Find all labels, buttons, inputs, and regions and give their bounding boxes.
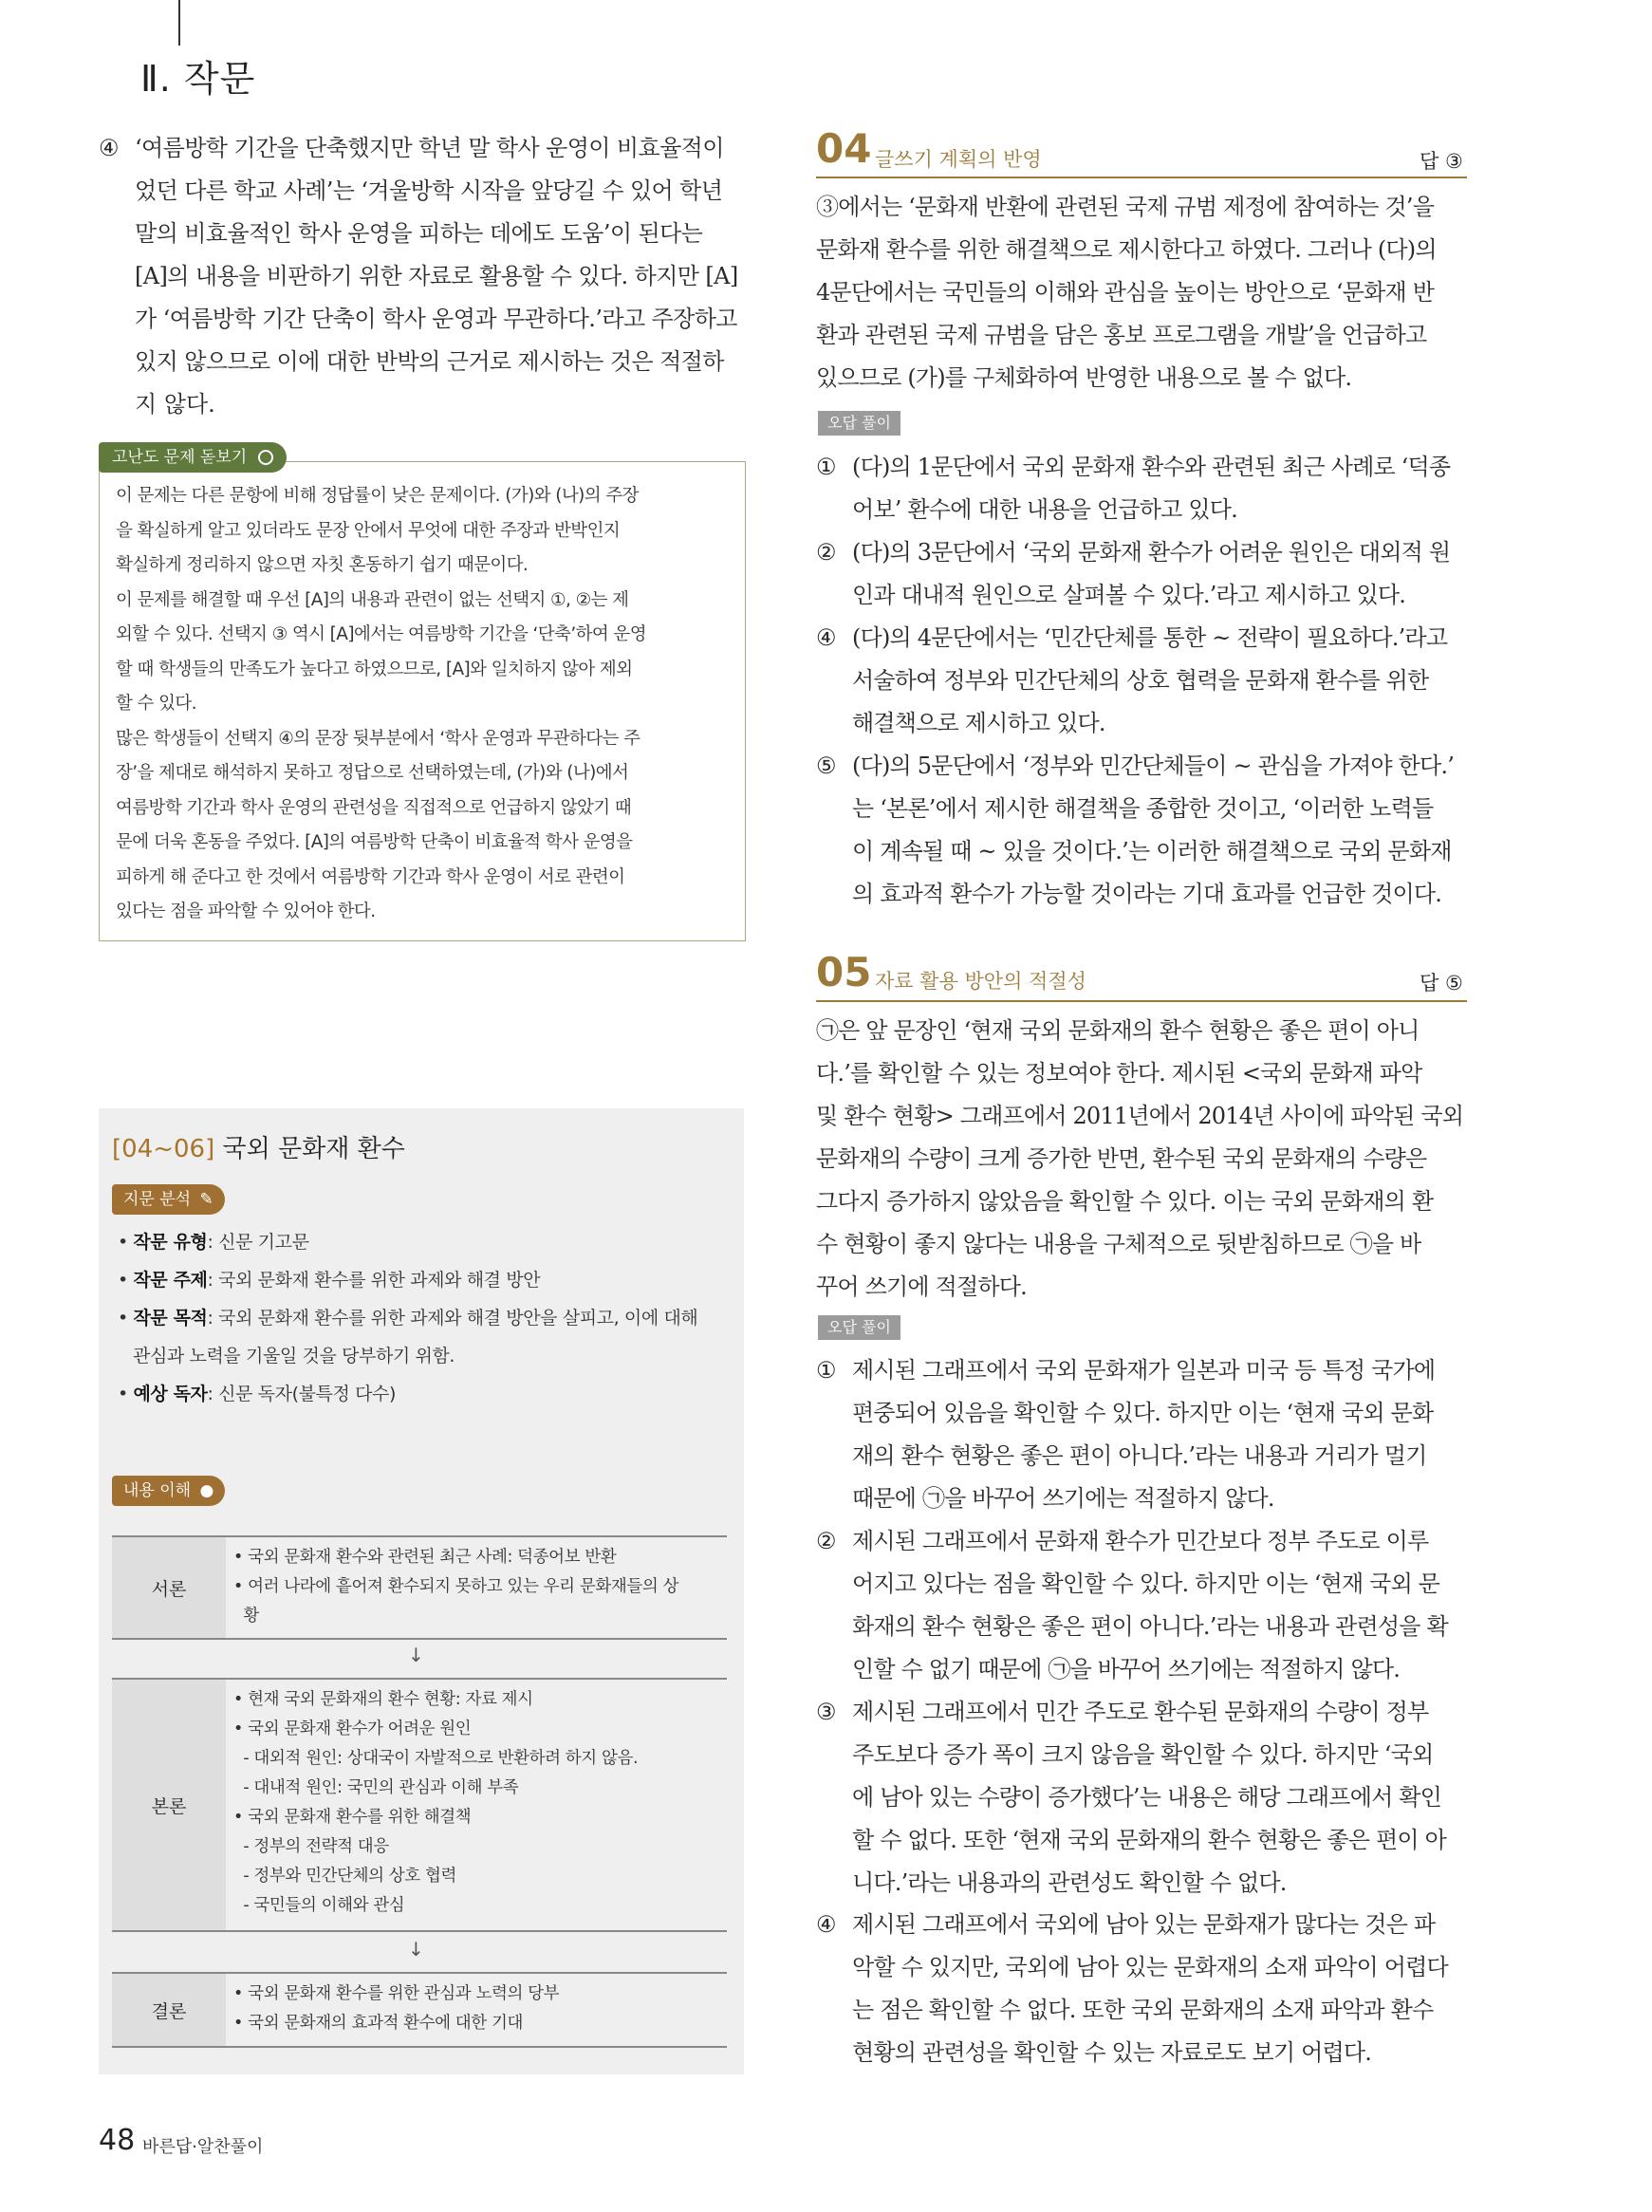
question-answer: 답 ③ — [1420, 150, 1463, 173]
text-line: (다)의 3문단에서 ‘국외 문화재 환수가 어려운 원인은 대외적 원 — [852, 539, 1451, 566]
text-line: 많은 학생들이 선택지 ④의 문장 뒷부분에서 ‘학사 운영과 무관하다는 주 — [116, 728, 640, 749]
text-line: [A]의 내용을 비판하기 위한 자료로 활용할 수 있다. 하지만 [A] — [135, 263, 738, 289]
text-line: 악할 수 있지만, 국외에 남아 있는 문화재의 소재 파악이 어렵다 — [852, 1954, 1448, 1980]
answer-explanation — [816, 186, 1471, 400]
text-line: 및 환수 현황> 그래프에서 2011년에서 2014년 사이에 파악된 국외 — [816, 1103, 1464, 1129]
question-title: 글쓰기 계획의 반영 — [875, 148, 1042, 171]
analysis-value: : 국외 문화재 환수를 위한 과제와 해결 방안 — [207, 1270, 541, 1291]
table-row-conclusion — [112, 1972, 727, 2048]
text-line: 현황의 관련성을 확인할 수 있는 자료로도 보기 어렵다. — [852, 2039, 1372, 2066]
row-label: 서론 — [112, 1537, 226, 1638]
question-answer: 답 ⑤ — [1420, 972, 1463, 994]
text-line: 할 수 있다. — [116, 694, 196, 714]
text-line: 제시된 그래프에서 국외에 남아 있는 문화재가 많다는 것은 파 — [852, 1911, 1436, 1938]
text-line: 그다지 증가하지 않았음을 확인할 수 있다. 이는 국외 문화재의 환 — [816, 1188, 1434, 1215]
text-line: 있지 않으므로 이에 대한 반박의 근거로 제시하는 것은 적절하 — [135, 348, 724, 375]
text-line: 주도보다 증가 폭이 크지 않음을 확인할 수 있다. 하지만 ‘국외 — [852, 1741, 1434, 1768]
text-line: - 정부의 전략적 대응 — [233, 1837, 389, 1856]
item-body — [852, 745, 1471, 916]
text-line: • 현재 국외 문화재의 환수 현황: 자료 제시 — [233, 1690, 533, 1709]
text-line: 이 문제는 다른 문항에 비해 정답률이 낮은 문제이다. (가)와 (나)의 주장 — [116, 486, 639, 506]
item-number: ② — [816, 539, 837, 566]
row-label: 결론 — [112, 1974, 226, 2046]
row-label: 본론 — [112, 1680, 226, 1930]
difficulty-badge — [99, 442, 287, 473]
text-line: 이 계속될 때 ~ 있을 것이다.’는 이러한 해결책으로 국외 문화재 — [852, 838, 1452, 864]
text-line: 어보’ 환수에 대한 내용을 언급하고 있다. — [852, 496, 1237, 523]
text-line: (다)의 1문단에서 국외 문화재 환수와 관련된 최근 사례로 ‘덕종 — [852, 454, 1451, 480]
panel-title — [112, 1129, 405, 1164]
text-line: 꾸어 쓰기에 적절하다. — [816, 1273, 1027, 1300]
text-line: 외할 수 있다. 선택지 ③ 역시 [A]에서는 여름방학 기간을 ‘단축’하여 운영 — [116, 624, 646, 644]
text-line: 지 않다. — [135, 391, 215, 418]
text-line: 을 확실하게 알고 있더라도 문장 안에서 무엇에 대한 주장과 반박인지 — [116, 520, 621, 541]
text-line: 제시된 그래프에서 국외 문화재가 일본과 미국 등 특정 국가에 — [852, 1357, 1436, 1384]
item-number: ④ — [816, 624, 837, 651]
text-line: 제시된 그래프에서 문화재 환수가 민간보다 정부 주도로 이루 — [852, 1528, 1429, 1554]
item-body — [852, 1349, 1471, 1520]
down-arrow-icon: ↓ — [408, 1644, 424, 1666]
text-line: 다.’를 확인할 수 있는 정보여야 한다. 제시된 <국외 문화재 파악 — [816, 1060, 1422, 1087]
text-line: • 국외 문화재 환수를 위한 관심과 노력의 당부 — [233, 1984, 560, 2003]
text-line: - 대내적 원인: 국민의 관심과 이해 부족 — [233, 1778, 519, 1797]
answer-explanation — [816, 1010, 1471, 1309]
text-line: 문에 더욱 혼동을 주었다. [A]의 여름방학 단축이 비효율적 학사 운영을 — [116, 832, 633, 852]
item-number: ① — [816, 1357, 837, 1384]
item-body — [852, 1904, 1471, 2074]
text-line: ③에서는 ‘문화재 반환에 관련된 국제 규범 제정에 참여하는 것’을 — [816, 194, 1435, 220]
panel-code: [04~06] — [112, 1135, 215, 1163]
text-line: 4문단에서는 국민들의 이해와 관심을 높이는 방안으로 ‘문화재 반 — [816, 279, 1435, 306]
text-line: 는 점은 확인할 수 없다. 또한 국외 문화재의 소재 파악과 환수 — [852, 1997, 1434, 2023]
text-line: 문화재 환수를 위한 해결책으로 제시한다고 하였다. 그러나 (다)의 — [816, 236, 1437, 263]
text-line: 제시된 그래프에서 민간 주도로 환수된 문화재의 수량이 정부 — [852, 1699, 1429, 1725]
text-line: • 국외 문화재 환수와 관련된 최근 사례: 덕종어보 반환 — [233, 1548, 617, 1567]
difficulty-text — [116, 479, 729, 930]
text-line: 있다는 점을 파악할 수 있어야 한다. — [116, 902, 376, 921]
text-line: - 대외적 원인: 상대국이 자발적으로 반환하려 하지 않음. — [233, 1749, 639, 1768]
analysis-line: • 작문 주제: 국외 문화재 환수를 위한 과제와 해결 방안 — [118, 1270, 541, 1291]
question-number: 05 — [816, 949, 872, 995]
text-line: 니다.’라는 내용과의 관련성도 확인할 수 없다. — [852, 1869, 1287, 1896]
lightbulb-icon: ● — [199, 1481, 214, 1500]
text-line: 편중되어 있음을 확인할 수 있다. 하지만 이는 ‘현재 국외 문화 — [852, 1400, 1434, 1426]
analysis-line: • 작문 유형: 신문 기고문 — [118, 1232, 309, 1253]
table-row-body — [112, 1678, 727, 1932]
item-number: ② — [816, 1528, 837, 1554]
text-line: (다)의 4문단에서는 ‘민간단체를 통한 ~ 전략이 필요하다.’라고 — [852, 624, 1448, 651]
section-title: Ⅱ. 작문 — [140, 58, 256, 100]
text-line: 이 문제를 해결할 때 우선 [A]의 내용과 관련이 없는 선택지 ①, ②는 제 — [116, 589, 629, 610]
text-line: 피하게 해 준다고 한 것에서 여름방학 기간과 학사 운영이 서로 관련이 — [116, 866, 625, 887]
text-line: 확실하게 정리하지 않으면 자칫 혼동하기 쉽기 때문이다. — [116, 555, 529, 575]
item-number: ① — [816, 454, 837, 480]
item-body — [852, 617, 1471, 745]
page-number: 48 — [99, 2124, 136, 2157]
text-line: 서술하여 정부와 민간단체의 상호 협력을 문화재 환수를 위한 — [852, 667, 1429, 694]
analysis-line: • 작문 목적: 국외 문화재 환수를 위한 과제와 해결 방안을 살피고, 이에 대해 — [118, 1308, 698, 1329]
panel-title-text: 국외 문화재 환수 — [222, 1135, 405, 1163]
text-line: 때문에 ㉠을 바꾸어 쓰기에는 적절하지 않다. — [852, 1485, 1274, 1512]
item-number: ④ — [99, 135, 120, 161]
difficulty-badge-label: 고난도 문제 돋보기 — [112, 448, 248, 467]
text-line: 장’을 제대로 해석하지 못하고 정답으로 선택하였는데, (가)와 (나)에서 — [116, 763, 629, 783]
header-rule — [178, 0, 180, 46]
text-line: ㉠은 앞 문장인 ‘현재 국외 문화재의 환수 현황은 좋은 편이 아니 — [816, 1017, 1420, 1044]
text-line: 가 ‘여름방학 기간 단축이 학사 운영과 무관하다.’라고 주장하고 — [135, 306, 737, 332]
text-line: 의 효과적 환수가 가능할 것이라는 기대 효과를 언급한 것이다. — [852, 881, 1442, 907]
text-line: 인과 대내적 원인으로 살펴볼 수 있다.’라고 제시하고 있다. — [852, 582, 1406, 608]
question-title: 자료 활용 방안의 적절성 — [875, 970, 1086, 993]
question-number: 04 — [816, 125, 872, 172]
text-line: 문화재의 수량이 크게 증가한 반면, 환수된 국외 문화재의 수량은 — [816, 1145, 1427, 1172]
text-line: 인할 수 없기 때문에 ㉠을 바꾸어 쓰기에는 적절하지 않다. — [852, 1656, 1401, 1682]
text-line: 재의 환수 현황은 좋은 편이 아니다.’라는 내용과 거리가 멀기 — [852, 1442, 1427, 1469]
text-line: 황 — [233, 1607, 259, 1626]
text-line: 화재의 환수 현황은 좋은 편이 아니다.’라는 내용과 관련성을 확 — [852, 1613, 1448, 1640]
down-arrow-icon: ↓ — [408, 1938, 424, 1961]
analysis-line: • 예상 독자: 신문 독자(불특정 다수) — [118, 1384, 397, 1404]
text-line: 는 ‘본론’에서 제시한 해결책을 종합한 것이고, ‘이러한 노력들 — [852, 795, 1434, 822]
magnifier-icon — [258, 450, 273, 465]
row-content — [233, 1980, 559, 2038]
tag-label: 지문 분석 — [123, 1190, 192, 1209]
row-content — [233, 1685, 638, 1921]
item-body — [852, 1691, 1471, 1905]
item-number: ③ — [816, 1699, 837, 1725]
item-body — [852, 1520, 1471, 1691]
tag-content-understanding — [112, 1476, 225, 1506]
table-row-intro — [112, 1535, 727, 1640]
pencil-icon: ✎ — [199, 1190, 213, 1209]
text-line: 수 현황이 좋지 않다는 내용을 구체적으로 뒷받침하므로 ㉠을 바 — [816, 1231, 1421, 1257]
item-body — [135, 127, 742, 426]
tag-passage-analysis — [112, 1184, 225, 1215]
row-content — [233, 1543, 678, 1631]
text-line: 여름방학 기간과 학사 운영의 관련성을 직접적으로 언급하지 않았기 때 — [116, 797, 632, 818]
question-rule — [816, 1000, 1467, 1002]
text-line: (다)의 5문단에서 ‘정부와 민간단체들이 ~ 관심을 가져야 한다.’ — [852, 753, 1455, 779]
text-line: - 국민들의 이해와 관심 — [233, 1896, 405, 1915]
text-line: • 국외 문화재의 효과적 환수에 대한 기대 — [233, 2014, 523, 2033]
book-title: 바른답·알찬풀이 — [142, 2137, 264, 2157]
question-rule — [816, 177, 1467, 178]
item-number: ⑤ — [816, 753, 837, 779]
analysis-value: : 국외 문화재 환수를 위한 과제와 해결 방안을 살피고, 이에 대해 — [207, 1308, 698, 1329]
item-number: ④ — [816, 1911, 837, 1938]
text-line: 었던 다른 학교 사례’는 ‘겨울방학 시작을 앞당길 수 있어 학년 — [135, 177, 723, 204]
analysis-key: 작문 주제 — [133, 1270, 208, 1291]
item-body — [852, 446, 1471, 531]
text-line: ‘여름방학 기간을 단축했지만 학년 말 학사 운영이 비효율적이 — [135, 135, 724, 161]
wrong-answer-badge: 오답 풀이 — [818, 1315, 900, 1340]
analysis-key: 작문 유형 — [133, 1232, 208, 1253]
text-line: 할 때 학생들의 만족도가 높다고 하였으므로, [A]와 일치하지 않아 제외 — [116, 659, 633, 679]
analysis-value: : 신문 독자(불특정 다수) — [207, 1384, 397, 1404]
analysis-key: 예상 독자 — [133, 1384, 208, 1404]
analysis-key: 작문 목적 — [133, 1308, 208, 1329]
text-line: 있으므로 (가)를 구체화하여 반영한 내용으로 볼 수 없다. — [816, 364, 1352, 391]
analysis-value: 관심과 노력을 기울일 것을 당부하기 위함. — [133, 1346, 455, 1366]
analysis-value: : 신문 기고문 — [207, 1232, 309, 1253]
text-line: • 여러 나라에 흩어져 환수되지 못하고 있는 우리 문화재들의 상 — [233, 1577, 679, 1596]
text-line: 할 수 없다. 또한 ‘현재 국외 문화재의 환수 현황은 좋은 편이 아 — [852, 1827, 1446, 1853]
item-body — [852, 531, 1471, 617]
text-line: 해결책으로 제시하고 있다. — [852, 710, 1105, 736]
tag-label: 내용 이해 — [123, 1481, 192, 1500]
text-line: 어지고 있다는 점을 확인할 수 있다. 하지만 이는 ‘현재 국외 문 — [852, 1571, 1440, 1597]
text-line: - 정부와 민간단체의 상호 협력 — [233, 1867, 456, 1886]
wrong-answer-badge: 오답 풀이 — [818, 411, 900, 436]
text-line: 말의 비효율적인 학사 운영을 피하는 데에도 도움’이 된다는 — [135, 220, 703, 247]
text-line: • 국외 문화재 환수를 위한 해결책 — [233, 1808, 472, 1827]
text-line: 에 남아 있는 수량이 증가했다’는 내용은 해당 그래프에서 확인 — [852, 1784, 1442, 1811]
text-line: • 국외 문화재 환수가 어려운 원인 — [233, 1719, 472, 1738]
analysis-line — [133, 1342, 455, 1367]
text-line: 환과 관련된 국제 규범을 담은 홍보 프로그램을 개발’을 언급하고 — [816, 322, 1427, 348]
